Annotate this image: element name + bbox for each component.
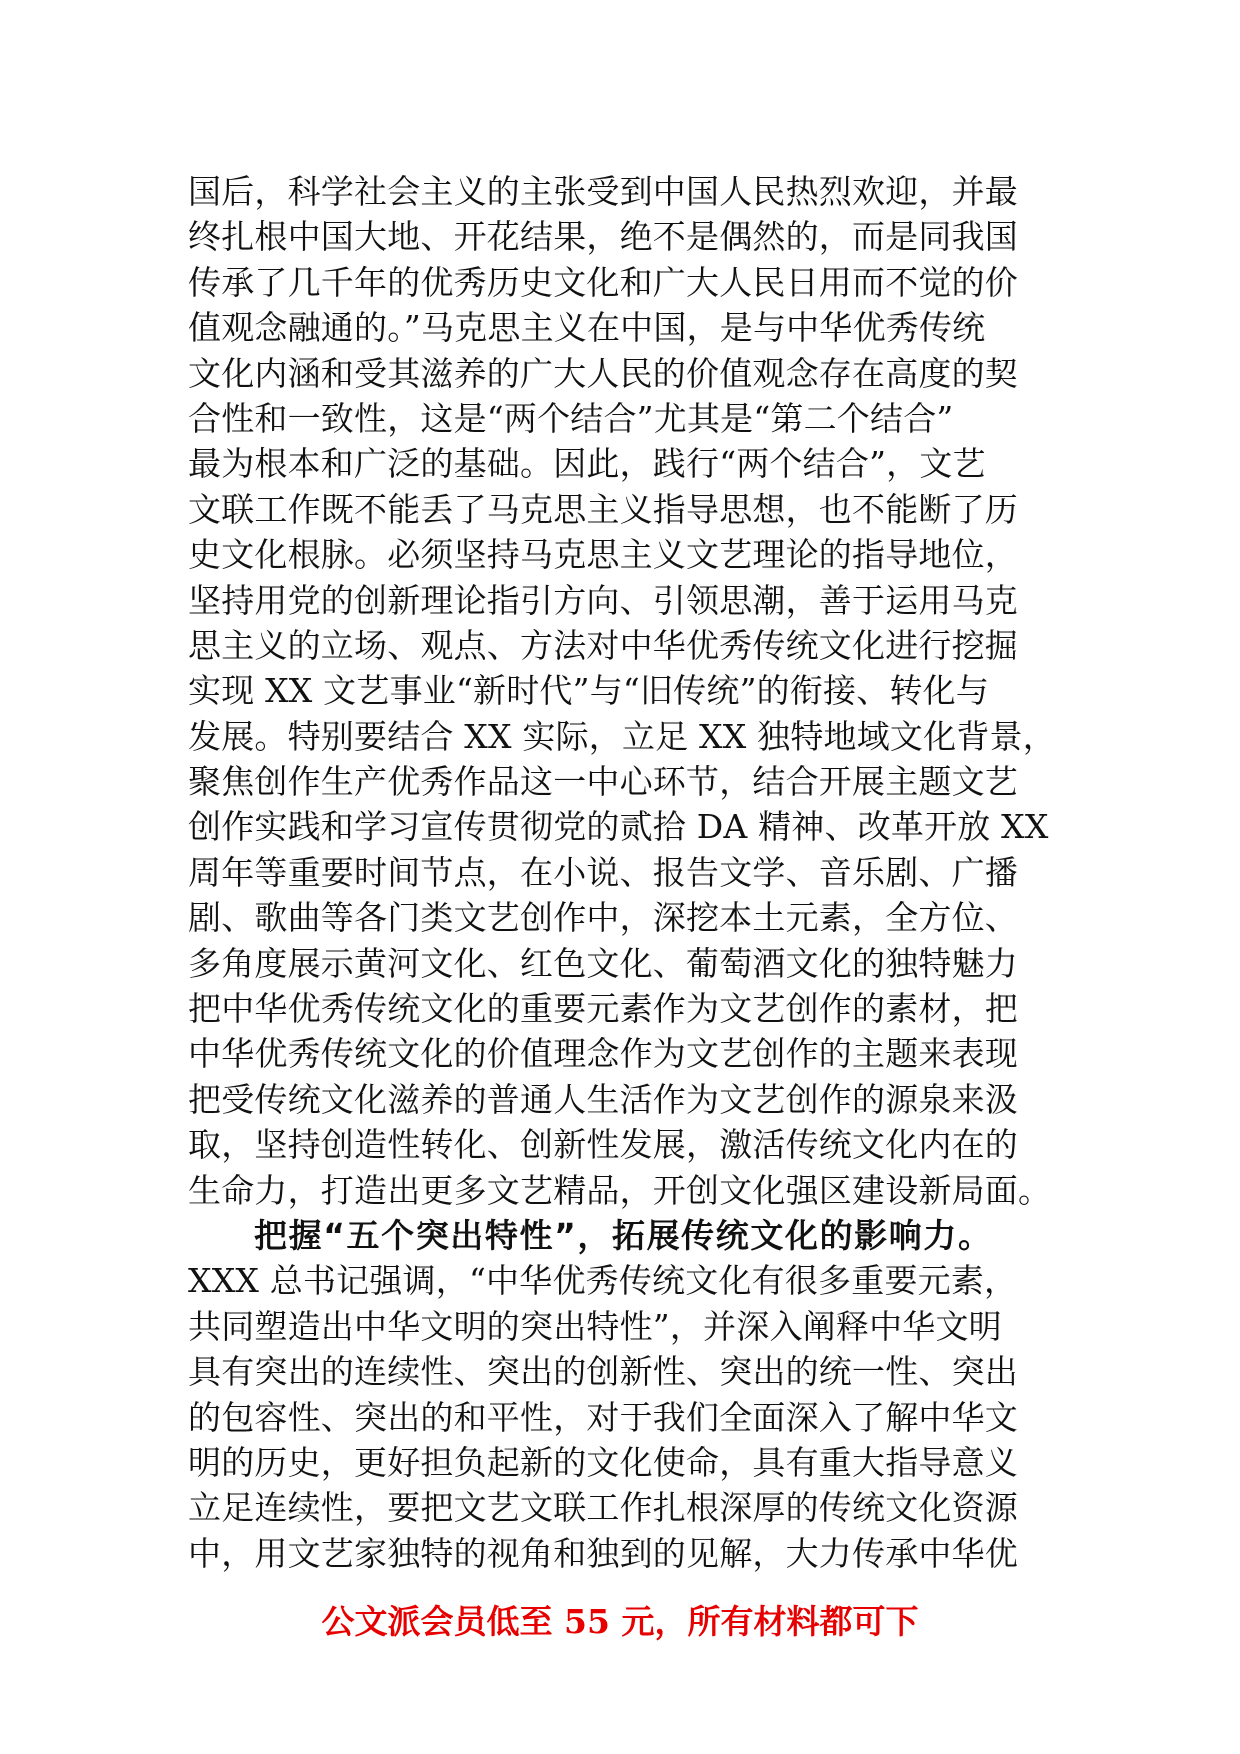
text-line: 中，用文艺家独特的视角和独到的见解，大力传承中华优 [188,1533,1018,1573]
text-line: 创作实践和学习宣传贯彻党的贰拾 DA 精神、改革开放 XX [188,807,1049,847]
text-line: 共同塑造出中华文明的突出特性”，并深入阐释中华文明 [188,1306,1002,1346]
text-line: 最为根本和广泛的基础。因此，践行“两个结合”，文艺 [188,444,986,484]
text-line: XXX 总书记强调，“中华优秀传统文化有很多重要元素， [188,1261,1018,1301]
text-line: 剧、歌曲等各门类文艺创作中，深挖本土元素，全方位、 [188,898,1018,938]
text-line: 思主义的立场、观点、方法对中华优秀传统文化进行挖掘 [188,625,1018,665]
text-line: 聚焦创作生产优秀作品这一中心环节，结合开展主题文艺 [188,762,1018,802]
text-line: 具有突出的连续性、突出的创新性、突出的统一性、突出 [188,1352,1018,1392]
text-line: 合性和一致性，这是“两个结合”尤其是“第二个结合” [188,398,954,438]
text-line: 周年等重要时间节点，在小说、报告文学、音乐剧、广播 [188,852,1018,892]
text-line: 史文化根脉。必须坚持马克思主义文艺理论的指导地位， [188,535,1018,575]
text-line: 生命力，打造出更多文艺精品，开创文化强区建设新局面。 [188,1170,1052,1210]
text-line: 终扎根中国大地、开花结果，绝不是偶然的，而是同我国 [188,217,1018,257]
text-line: 坚持用党的创新理论指引方向、引领思潮，善于运用马克 [188,580,1018,620]
promo-footer: 公文派会员低至 55 元，所有材料都可下 [321,1602,919,1641]
section-heading: 把握“五个突出特性”，拓展传统文化的影响力。 [254,1215,993,1255]
text-line: 立足连续性，要把文艺文联工作扎根深厚的传统文化资源 [188,1488,1018,1528]
text-line: 的包容性、突出的和平性，对于我们全面深入了解中华文 [188,1397,1018,1437]
text-line: 把受传统文化滋养的普通人生活作为文艺创作的源泉来汲 [188,1079,1018,1119]
text-line: 国后，科学社会主义的主张受到中国人民热烈欢迎，并最 [188,172,1018,211]
document-body [188,169,1060,1576]
text-line: 明的历史，更好担负起新的文化使命，具有重大指导意义 [188,1442,1018,1482]
text-line: 值观念融通的。”马克思主义在中国，是与中华优秀传统 [188,308,986,348]
text-line: 把中华优秀传统文化的重要元素作为文艺创作的素材，把 [188,989,1018,1029]
text-line: 文联工作既不能丢了马克思主义指导思想，也不能断了历 [188,489,1018,529]
text-line: 取，坚持创造性转化、创新性发展，激活传统文化内在的 [188,1125,1018,1165]
text-line: 发展。特别要结合 XX 实际，立足 XX 独特地域文化背景， [188,716,1056,756]
text-line: 实现 XX 文艺事业“新时代”与“旧传统”的衔接、转化与 [188,671,990,711]
text-line: 传承了几千年的优秀历史文化和广大人民日用而不觉的价 [188,262,1018,302]
text-line: 中华优秀传统文化的价值理念作为文艺创作的主题来表现 [188,1034,1018,1074]
text-line: 多角度展示黄河文化、红色文化、葡萄酒文化的独特魅力 [188,943,1018,983]
text-line: 文化内涵和受其滋养的广大人民的价值观念存在高度的契 [188,353,1018,393]
